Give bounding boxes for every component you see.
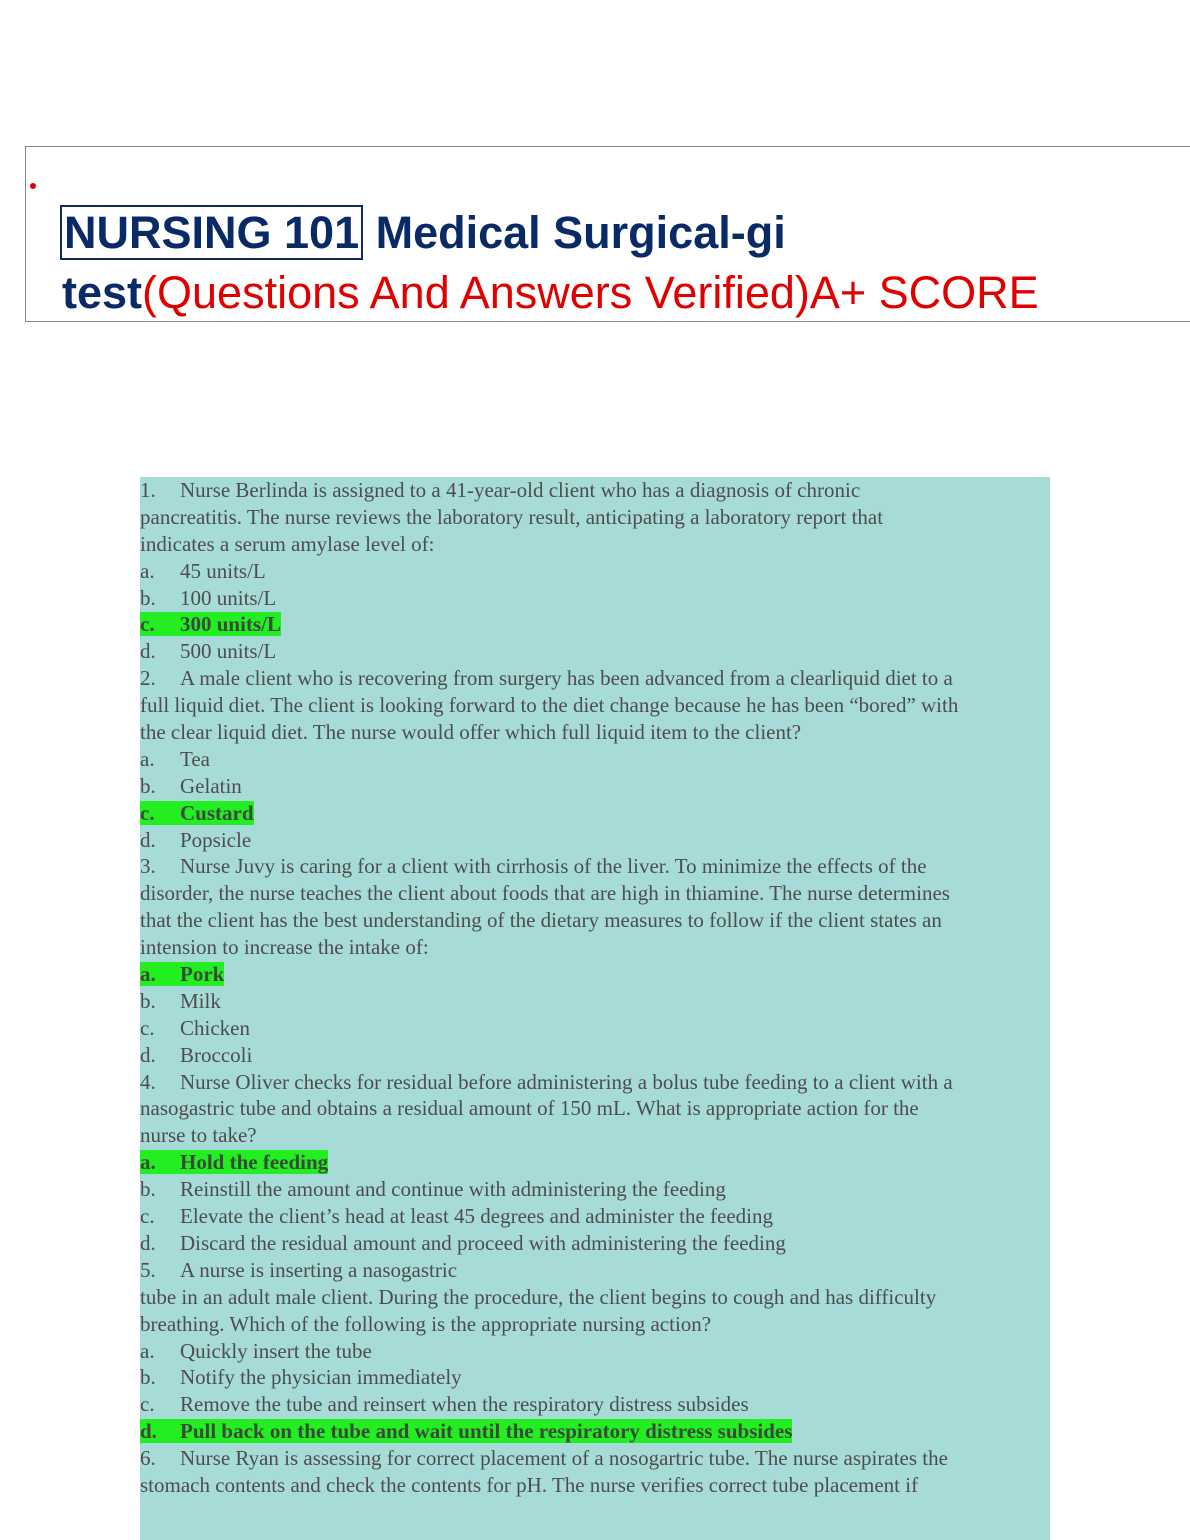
text-line: [140, 934, 1050, 961]
item-text: Nurse Berlinda is assigned to a 41-year-old client who has a diagnosis of chronic: [180, 478, 861, 502]
option-line: [140, 638, 1050, 665]
item-number: d.: [140, 827, 156, 852]
item-text: A male client who is recovering from surgery has been advanced from a clearliquid diet to a: [180, 666, 953, 691]
option-line: [140, 585, 1050, 612]
item-text: Discard the residual amount and proceed with administering the feeding: [180, 1230, 786, 1255]
line-text-wrap: [140, 1312, 711, 1336]
item-text: disorder, the nurse teaches the client about foods that are high in thiamine. The nurse determines: [140, 881, 950, 906]
item-text: Nurse Juvy is caring for a client with cirrhosis of the liver. To minimize the effects of the: [180, 854, 927, 879]
text-line: [140, 692, 1050, 719]
line-text-wrap: [140, 1123, 257, 1147]
title-line-2: [62, 263, 1182, 323]
line-text-wrap: [140, 1285, 936, 1309]
line-text-wrap: [140, 1258, 457, 1282]
option-line: [140, 1230, 1050, 1257]
title-course-code: NURSING 101: [60, 205, 363, 260]
item-number: c.: [140, 1392, 155, 1417]
line-text-wrap: [140, 639, 276, 663]
text-line: [140, 1284, 1050, 1311]
line-text-wrap: [140, 1177, 726, 1201]
option-line: [140, 1391, 1050, 1418]
item-number: b.: [140, 773, 156, 798]
item-text: Remove the tube and reinsert when the respiratory distress subsides: [180, 1392, 749, 1417]
text-line: [140, 1311, 1050, 1338]
item-number: d.: [140, 639, 156, 664]
option-line: [140, 1015, 1050, 1042]
line-text-wrap: [140, 1473, 918, 1497]
option-line: [140, 558, 1050, 585]
option-line: [140, 988, 1050, 1015]
item-text: 45 units/L: [180, 558, 266, 583]
option-line: [140, 1042, 1050, 1069]
line-text-wrap: [140, 1231, 786, 1255]
item-text: Notify the physician immediately: [180, 1365, 462, 1390]
item-number: 5.: [140, 1257, 156, 1282]
answer-line: [140, 1149, 1050, 1176]
item-number: c.: [140, 1204, 155, 1229]
question-line: [140, 853, 1050, 880]
line-text-wrap: [140, 1043, 252, 1067]
item-number: d.: [140, 1042, 156, 1067]
text-line: [140, 1095, 1050, 1122]
text-line: [140, 1472, 1050, 1499]
item-text: full liquid diet. The client is looking forward to the diet change because he has been “bored” with: [140, 693, 959, 718]
line-text-wrap: [140, 1392, 749, 1416]
item-text: Nurse Oliver checks for residual before administering a bolus tube feeding to a client with a: [180, 1069, 953, 1094]
line-text-wrap: [140, 478, 860, 502]
answer-line: [140, 961, 1050, 988]
item-number: a.: [140, 962, 156, 987]
title-line-1: [62, 203, 1182, 263]
line-text-wrap: [140, 828, 251, 852]
question-line: [140, 1445, 1050, 1472]
item-text: Hold the feeding: [180, 1150, 329, 1175]
item-text: A nurse is inserting a nasogastric: [180, 1257, 458, 1282]
correct-answer-highlight: [140, 962, 224, 986]
item-text: nurse to take?: [140, 1123, 257, 1148]
item-number: c.: [140, 800, 155, 825]
option-line: [140, 773, 1050, 800]
item-text: 100 units/L: [180, 585, 277, 610]
text-line: [140, 880, 1050, 907]
text-line: [140, 719, 1050, 746]
question-line: [140, 477, 1050, 504]
option-line: [140, 1338, 1050, 1365]
option-line: [140, 827, 1050, 854]
item-text: intension to increase the intake of:: [140, 935, 429, 960]
item-text: Broccoli: [180, 1042, 253, 1067]
line-text-wrap: [140, 505, 883, 529]
item-number: a.: [140, 1150, 156, 1175]
line-text-wrap: [140, 935, 429, 959]
item-number: c.: [140, 1015, 155, 1040]
line-text-wrap: [140, 1365, 462, 1389]
item-text: Pork: [180, 962, 225, 987]
line-text-wrap: [140, 1204, 773, 1228]
line-text-wrap: [140, 908, 942, 932]
item-number: b.: [140, 988, 156, 1013]
question-line: [140, 1069, 1050, 1096]
item-text: Pull back on the tube and wait until the respiratory distress subsides: [180, 1419, 793, 1444]
item-text: Chicken: [180, 1015, 250, 1040]
item-text: tube in an adult male client. During the procedure, the client begins to cough and has difficulty: [140, 1284, 937, 1309]
item-text: pancreatitis. The nurse reviews the laboratory result, anticipating a laboratory report that: [140, 504, 884, 529]
item-text: Reinstill the amount and continue with administering the feeding: [180, 1177, 726, 1202]
item-text: Tea: [180, 746, 211, 771]
line-text-wrap: [140, 881, 950, 905]
bullet-icon: [30, 183, 36, 189]
line-text-wrap: [140, 1446, 948, 1470]
item-number: 2.: [140, 666, 156, 691]
answer-line: [140, 1418, 1050, 1445]
item-number: d.: [140, 1419, 157, 1444]
item-number: a.: [140, 746, 155, 771]
correct-answer-highlight: [140, 801, 254, 825]
item-number: 4.: [140, 1069, 156, 1094]
item-text: Nurse Ryan is assessing for correct placement of a nosogartric tube. The nurse aspirates the: [180, 1446, 948, 1471]
line-text-wrap: [140, 1070, 953, 1094]
correct-answer-highlight: [140, 1150, 328, 1174]
item-number: b.: [140, 585, 156, 610]
item-number: c.: [140, 612, 155, 637]
title-subtitle: (Questions And Answers Verified)A+ SCORE: [142, 267, 1039, 318]
item-text: Elevate the client’s head at least 45 degrees and administer the feeding: [180, 1204, 774, 1229]
line-text-wrap: [140, 532, 434, 556]
option-line: [140, 1176, 1050, 1203]
correct-answer-highlight: [140, 1419, 792, 1443]
item-text: breathing. Which of the following is the appropriate nursing action?: [140, 1311, 712, 1336]
line-text-wrap: [140, 1016, 250, 1040]
line-text-wrap: [140, 774, 242, 798]
item-text: 300 units/L: [180, 612, 281, 637]
item-text: 500 units/L: [180, 639, 277, 664]
item-number: 3.: [140, 854, 156, 879]
line-text-wrap: [140, 720, 801, 744]
item-text: Custard: [180, 800, 254, 825]
document-title: [62, 203, 1182, 323]
text-line: [140, 504, 1050, 531]
item-number: 6.: [140, 1446, 156, 1471]
line-text-wrap: [140, 693, 958, 717]
correct-answer-highlight: [140, 612, 281, 636]
item-text: nasogastric tube and obtains a residual amount of 150 mL. What is appropriate action for the: [140, 1096, 919, 1121]
question-line: [140, 665, 1050, 692]
item-text: stomach contents and check the contents for pH. The nurse verifies correct tube placement if: [140, 1472, 919, 1497]
line-text-wrap: [140, 1096, 919, 1120]
line-text-wrap: [140, 1339, 372, 1363]
answer-line: [140, 611, 1050, 638]
option-line: [140, 746, 1050, 773]
text-line: [140, 531, 1050, 558]
line-text-wrap: [140, 586, 276, 610]
item-number: b.: [140, 1177, 156, 1202]
title-subject: Medical Surgical-gi: [363, 207, 786, 258]
title-test: test: [62, 267, 143, 318]
item-number: b.: [140, 1365, 156, 1390]
question-content: [140, 477, 1050, 1540]
line-text-wrap: [140, 559, 266, 583]
text-line: [140, 907, 1050, 934]
answer-line: [140, 800, 1050, 827]
line-text-wrap: [140, 989, 221, 1013]
option-line: [140, 1364, 1050, 1391]
option-line: [140, 1203, 1050, 1230]
item-number: 1.: [140, 478, 156, 502]
item-text: Milk: [180, 988, 221, 1013]
item-text: indicates a serum amylase level of:: [140, 531, 435, 556]
text-line: [140, 1122, 1050, 1149]
line-text-wrap: [140, 666, 953, 690]
item-text: Gelatin: [180, 773, 242, 798]
line-text-wrap: [140, 854, 927, 878]
item-number: d.: [140, 1230, 156, 1255]
item-text: the clear liquid diet. The nurse would offer which full liquid item to the client?: [140, 720, 802, 745]
question-line: [140, 1257, 1050, 1284]
item-number: a.: [140, 558, 155, 583]
item-text: Popsicle: [180, 827, 252, 852]
item-text: Quickly insert the tube: [180, 1338, 372, 1363]
item-text: that the client has the best understanding of the dietary measures to follow if the client states an: [140, 908, 942, 933]
line-text-wrap: [140, 747, 210, 771]
item-number: a.: [140, 1338, 155, 1363]
